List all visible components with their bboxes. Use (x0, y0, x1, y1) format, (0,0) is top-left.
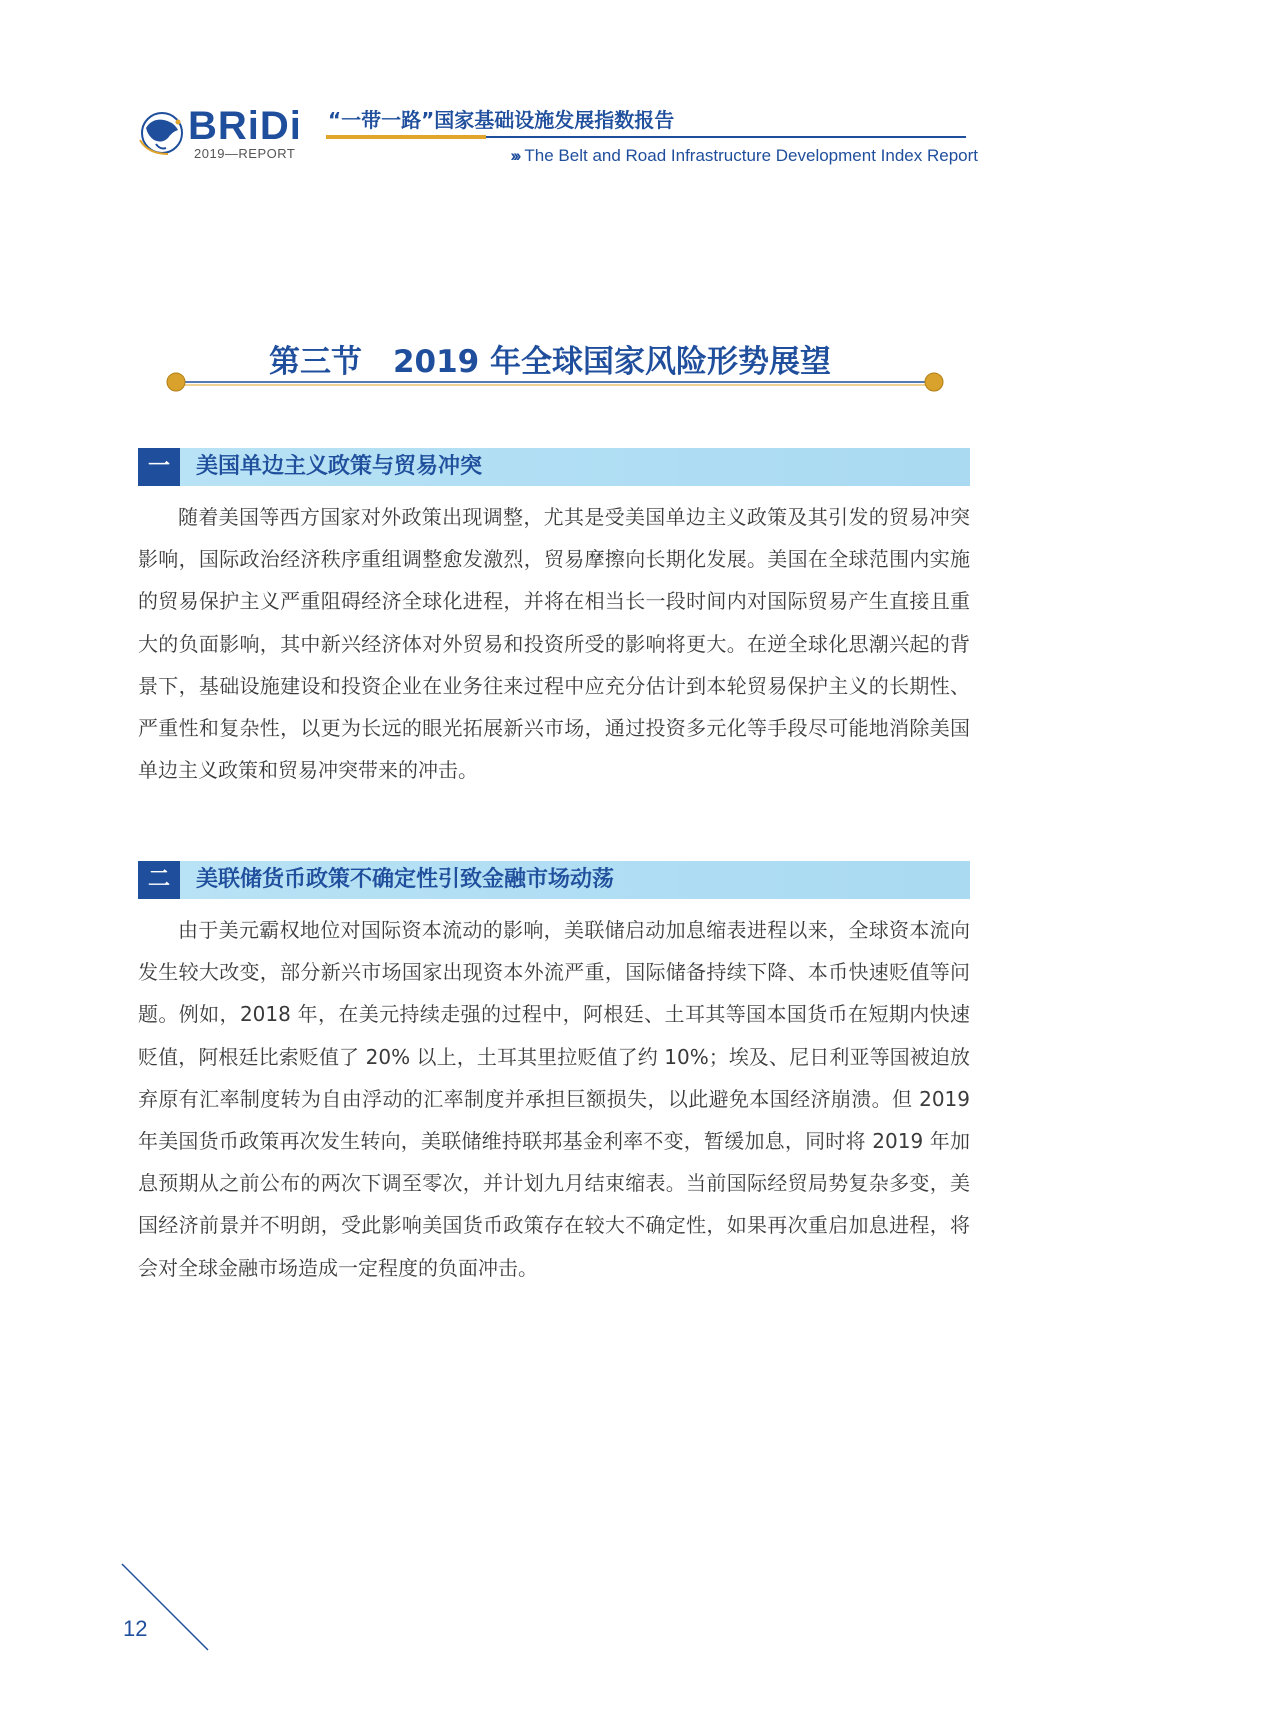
bridi-logo (138, 104, 308, 162)
subsection-title: 美联储货币政策不确定性引致金融市场动荡 (196, 867, 615, 892)
body-paragraph-2: 由于美元霸权地位对国际资本流动的影响，美联储启动加息缩表进程以来，全球资本流向发生较大改变，部分新兴市场国家出现资本外流严重，国际储备持续下降、本币快速贬值等问题。例如，2018 年，在美元持续走强的过程中，阿根廷、土耳其等国本国货币在短期内快速贬值，阿根廷比索贬值了 20% 以上，土耳其里拉贬值了约 10%；埃及、尼日利亚等国被迫放弃原有汇率制度转为自由浮动的汇率制度并承担巨额损失，以此避免本国经济崩溃。但 2019 年美国货币政策再次发生转向，美联储维持联邦基金利率不变，暂缓加息，同时将 2019 年加息预期从之前公布的两次下调至零次，并计划九月结束缩表。当前国际经贸局势复杂多变，美国经济前景并不明朗，受此影响美国货币政策存在较大不确定性，如果再次重启加息进程，将会对全球金融市场造成一定程度的负面冲击。 (138, 918, 970, 1280)
logo-subtitle: 2019—REPORT (194, 146, 296, 161)
subsection-title: 美国单边主义政策与贸易冲突 (196, 454, 483, 479)
header-rule (326, 135, 966, 139)
globe-icon (138, 110, 190, 156)
report-title-cn: “一带一路”国家基础设施发展指数报告 (328, 108, 675, 132)
page-header (138, 100, 978, 170)
corner-slash-decoration (118, 1560, 218, 1660)
logo-wordmark: BRiDi (188, 104, 302, 148)
report-title-en (510, 146, 978, 166)
subsection-heading-1 (138, 448, 970, 486)
section-title: 第三节 2019 年全球国家风险形势展望 (268, 344, 832, 380)
page-number: 12 (123, 1616, 148, 1641)
subsection-number: 二 (138, 861, 180, 899)
subsection-heading-2 (138, 861, 970, 899)
title-divider (165, 370, 945, 394)
body-paragraph-1: 随着美国等西方国家对外政策出现调整，尤其是受美国单边主义政策及其引发的贸易冲突影响，国际政治经济秩序重组调整愈发激烈，贸易摩擦向长期化发展。美国在全球范围内实施的贸易保护主义严重阻碍经济全球化进程，并将在相当长一段时间内对国际贸易产生直接且重大的负面影响，其中新兴经济体对外贸易和投资所受的影响将更大。在逆全球化思潮兴起的背景下，基础设施建设和投资企业在业务往来过程中应充分估计到本轮贸易保护主义的长期性、严重性和复杂性，以更为长远的眼光拓展新兴市场，通过投资多元化等手段尽可能地消除美国单边主义政策和贸易冲突带来的冲击。 (138, 505, 970, 783)
chevrons-icon: ››› (510, 146, 519, 165)
report-title-en-text: The Belt and Road Infrastructure Development Index Report (524, 146, 978, 165)
subsection-number: 一 (138, 448, 180, 486)
